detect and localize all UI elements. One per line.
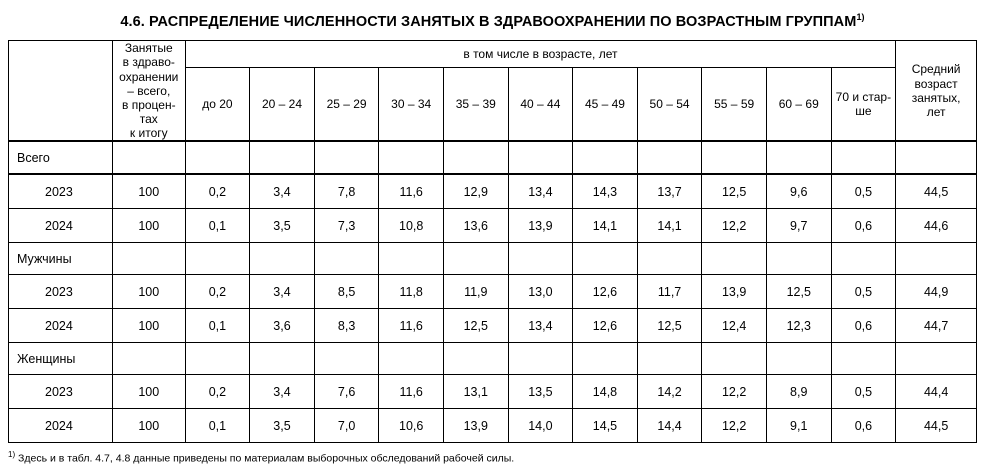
table-body (9, 141, 977, 443)
row-total-c5 (379, 141, 444, 174)
cell-men-2024-20-24: 3,6 (250, 309, 315, 343)
row-women-c8 (573, 343, 638, 375)
cell-women-2023-under20: 0,2 (185, 375, 250, 409)
cell-men-2024-60-69: 12,3 (766, 309, 831, 343)
cell-total-2023-55-59: 12,5 (702, 174, 767, 209)
row-men-c3 (250, 243, 315, 275)
cell-men-2023-35-39: 11,9 (443, 275, 508, 309)
header-age-35-39: 35 – 39 (443, 68, 508, 142)
row-label-women: Женщины (9, 343, 113, 375)
cell-men-2024-avgage: 44,7 (896, 309, 977, 343)
cell-women-2023-30-34: 11,6 (379, 375, 444, 409)
row-label-total: Всего (9, 141, 113, 174)
cell-men-2023-30-34: 11,8 (379, 275, 444, 309)
header-age-60-69: 60 – 69 (766, 68, 831, 142)
table-row (9, 174, 977, 209)
page-title-text: 4.6. РАСПРЕДЕЛЕНИЕ ЧИСЛЕННОСТИ ЗАНЯТЫХ В ЗДРАВООХРАНЕНИИ ПО ВОЗРАСТНЫМ ГРУППАМ (120, 13, 857, 30)
row-women-c11 (766, 343, 831, 375)
table-row (9, 141, 977, 174)
table-row (9, 209, 977, 243)
cell-total-2024-60-69: 9,7 (766, 209, 831, 243)
cell-women-2024-35-39: 13,9 (443, 409, 508, 443)
header-age-70-plus (831, 68, 896, 142)
row-total-c12 (831, 141, 896, 174)
cell-men-2024-30-34: 11,6 (379, 309, 444, 343)
cell-total-2023-under20: 0,2 (185, 174, 250, 209)
row-women-c12 (831, 343, 896, 375)
header-age-40-44: 40 – 44 (508, 68, 573, 142)
header-employed-line-2: в здраво- (122, 55, 175, 70)
footnote (8, 450, 977, 466)
cell-total-2024-under20: 0,1 (185, 209, 250, 243)
header-age-70-plus-line-2: ше (855, 104, 872, 119)
cell-total-2024-55-59: 12,2 (702, 209, 767, 243)
cell-women-2024-55-59: 12,2 (702, 409, 767, 443)
cell-total-2023-employed: 100 (112, 174, 185, 209)
row-women-c7 (508, 343, 573, 375)
header-average-age-line-3: занятых, (911, 90, 961, 105)
header-employed-line-6: тах (139, 112, 158, 126)
cell-women-2024-50-54: 14,4 (637, 409, 702, 443)
cell-total-2024-40-44: 13,9 (508, 209, 573, 243)
row-men-c7 (508, 243, 573, 275)
cell-women-2023-60-69: 8,9 (766, 375, 831, 409)
row-men-c6 (443, 243, 508, 275)
row-men-c10 (702, 243, 767, 275)
cell-men-2024-35-39: 12,5 (443, 309, 508, 343)
row-label-men-2023: 2023 (9, 275, 113, 309)
row-men-c9 (637, 243, 702, 275)
header-age-20-24: 20 – 24 (250, 68, 315, 142)
cell-total-2023-avgage: 44,5 (896, 174, 977, 209)
cell-total-2024-20-24: 3,5 (250, 209, 315, 243)
row-label-men: Мужчины (9, 243, 113, 275)
cell-total-2023-60-69: 9,6 (766, 174, 831, 209)
header-age-45-49: 45 – 49 (573, 68, 638, 142)
cell-men-2024-55-59: 12,4 (702, 309, 767, 343)
cell-total-2024-50-54: 14,1 (637, 209, 702, 243)
header-employed-line-3: охранении (119, 69, 179, 84)
row-total-c3 (250, 141, 315, 174)
cell-women-2024-avgage: 44,5 (896, 409, 977, 443)
header-employed-line-5: в процен- (121, 97, 176, 112)
header-age-55-59: 55 – 59 (702, 68, 767, 142)
cell-total-2023-30-34: 11,6 (379, 174, 444, 209)
header-average-age-line-2: возраст (914, 76, 958, 91)
cell-total-2023-70plus: 0,5 (831, 174, 896, 209)
header-employed-line-1: Занятые (124, 41, 173, 56)
row-women-c2 (185, 343, 250, 375)
header-age-25-29: 25 – 29 (314, 68, 379, 142)
header-employed-total (112, 41, 185, 142)
cell-men-2023-20-24: 3,4 (250, 275, 315, 309)
table-header (9, 41, 977, 142)
cell-men-2023-50-54: 11,7 (637, 275, 702, 309)
cell-women-2024-60-69: 9,1 (766, 409, 831, 443)
cell-women-2024-45-49: 14,5 (573, 409, 638, 443)
cell-total-2024-45-49: 14,1 (573, 209, 638, 243)
cell-total-2024-25-29: 7,3 (314, 209, 379, 243)
header-row-title-corner (9, 41, 113, 142)
cell-total-2023-25-29: 7,8 (314, 174, 379, 209)
cell-men-2024-employed: 100 (112, 309, 185, 343)
cell-women-2024-20-24: 3,5 (250, 409, 315, 443)
header-average-age (896, 41, 977, 142)
footnote-marker: 1) (8, 450, 16, 460)
cell-men-2023-70plus: 0,5 (831, 275, 896, 309)
cell-men-2024-under20: 0,1 (185, 309, 250, 343)
row-total-c10 (702, 141, 767, 174)
header-employed-line-7: к итогу (129, 126, 168, 141)
row-women-c13 (896, 343, 977, 375)
cell-men-2023-employed: 100 (112, 275, 185, 309)
header-average-age-line-1: Средний (911, 62, 961, 77)
row-women-c6 (443, 343, 508, 375)
cell-total-2023-50-54: 13,7 (637, 174, 702, 209)
cell-total-2023-35-39: 12,9 (443, 174, 508, 209)
row-label-total-2024: 2024 (9, 209, 113, 243)
cell-total-2024-employed: 100 (112, 209, 185, 243)
cell-women-2024-40-44: 14,0 (508, 409, 573, 443)
page-title (8, 12, 977, 31)
table-row (9, 343, 977, 375)
cell-total-2023-45-49: 14,3 (573, 174, 638, 209)
table-row (9, 243, 977, 275)
row-label-women-2024: 2024 (9, 409, 113, 443)
cell-total-2024-30-34: 10,8 (379, 209, 444, 243)
cell-men-2024-70plus: 0,6 (831, 309, 896, 343)
table-row (9, 275, 977, 309)
row-total-c11 (766, 141, 831, 174)
cell-women-2023-employed: 100 (112, 375, 185, 409)
row-total-c13 (896, 141, 977, 174)
cell-men-2023-60-69: 12,5 (766, 275, 831, 309)
header-age-under-20: до 20 (185, 68, 250, 142)
cell-total-2024-avgage: 44,6 (896, 209, 977, 243)
table-row (9, 409, 977, 443)
cell-women-2023-20-24: 3,4 (250, 375, 315, 409)
cell-men-2024-50-54: 12,5 (637, 309, 702, 343)
footnote-text: Здесь и в табл. 4.7, 4.8 данные приведены по материалам выборочных обследований рабочей силы. (18, 452, 515, 465)
cell-men-2023-45-49: 12,6 (573, 275, 638, 309)
cell-women-2024-under20: 0,1 (185, 409, 250, 443)
row-men-c2 (185, 243, 250, 275)
header-age-span: в том числе в возрасте, лет (185, 41, 896, 68)
row-women-c10 (702, 343, 767, 375)
row-label-women-2023: 2023 (9, 375, 113, 409)
row-total-c7 (508, 141, 573, 174)
row-women-c3 (250, 343, 315, 375)
cell-total-2023-20-24: 3,4 (250, 174, 315, 209)
row-men-c5 (379, 243, 444, 275)
row-men-c11 (766, 243, 831, 275)
header-age-70-plus-line-1: 70 и стар- (835, 90, 892, 105)
cell-men-2024-25-29: 8,3 (314, 309, 379, 343)
cell-women-2023-40-44: 13,5 (508, 375, 573, 409)
header-row-top (9, 41, 977, 68)
cell-women-2023-50-54: 14,2 (637, 375, 702, 409)
row-men-c8 (573, 243, 638, 275)
cell-women-2023-25-29: 7,6 (314, 375, 379, 409)
row-men-c1 (112, 243, 185, 275)
row-total-c4 (314, 141, 379, 174)
cell-men-2023-avgage: 44,9 (896, 275, 977, 309)
row-label-men-2024: 2024 (9, 309, 113, 343)
cell-women-2023-avgage: 44,4 (896, 375, 977, 409)
row-men-c13 (896, 243, 977, 275)
row-men-c12 (831, 243, 896, 275)
table-row (9, 375, 977, 409)
cell-men-2024-40-44: 13,4 (508, 309, 573, 343)
cell-women-2023-55-59: 12,2 (702, 375, 767, 409)
header-age-50-54: 50 – 54 (637, 68, 702, 142)
header-average-age-line-4: лет (926, 104, 946, 119)
row-men-c4 (314, 243, 379, 275)
row-women-c1 (112, 343, 185, 375)
header-age-30-34: 30 – 34 (379, 68, 444, 142)
row-label-total-2023: 2023 (9, 174, 113, 209)
row-total-c1 (112, 141, 185, 174)
cell-total-2024-35-39: 13,6 (443, 209, 508, 243)
cell-men-2023-25-29: 8,5 (314, 275, 379, 309)
cell-total-2023-40-44: 13,4 (508, 174, 573, 209)
cell-men-2023-55-59: 13,9 (702, 275, 767, 309)
row-women-c5 (379, 343, 444, 375)
cell-women-2024-25-29: 7,0 (314, 409, 379, 443)
row-total-c8 (573, 141, 638, 174)
cell-women-2024-30-34: 10,6 (379, 409, 444, 443)
title-footnote-marker: 1) (856, 12, 865, 22)
cell-women-2023-45-49: 14,8 (573, 375, 638, 409)
table-row (9, 309, 977, 343)
row-total-c9 (637, 141, 702, 174)
cell-women-2024-employed: 100 (112, 409, 185, 443)
cell-men-2023-under20: 0,2 (185, 275, 250, 309)
header-employed-line-4: – всего, (127, 83, 171, 98)
cell-women-2023-70plus: 0,5 (831, 375, 896, 409)
cell-women-2023-35-39: 13,1 (443, 375, 508, 409)
cell-men-2024-45-49: 12,6 (573, 309, 638, 343)
row-women-c4 (314, 343, 379, 375)
cell-total-2024-70plus: 0,6 (831, 209, 896, 243)
data-table (8, 40, 977, 443)
row-women-c9 (637, 343, 702, 375)
cell-men-2023-40-44: 13,0 (508, 275, 573, 309)
row-total-c2 (185, 141, 250, 174)
cell-women-2024-70plus: 0,6 (831, 409, 896, 443)
row-total-c6 (443, 141, 508, 174)
